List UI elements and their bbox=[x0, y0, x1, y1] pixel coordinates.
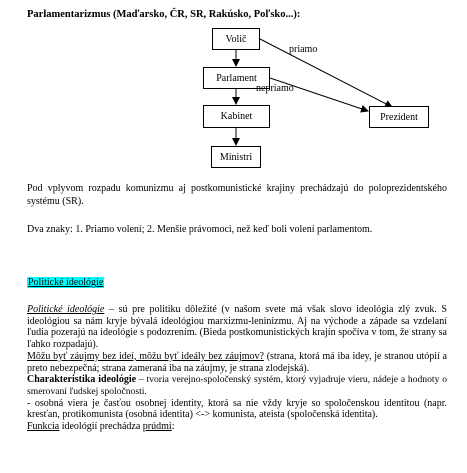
definition-paragraph bbox=[27, 304, 447, 351]
definition-term: Politické ideológie bbox=[27, 304, 105, 315]
question-paragraph bbox=[27, 351, 447, 374]
node-parlament: Parlament bbox=[203, 67, 270, 89]
characteristic-paragraph bbox=[27, 374, 447, 397]
function-term: Funkcia bbox=[27, 421, 60, 433]
node-volic: Volič bbox=[212, 28, 260, 50]
page-title: Parlamentarizmus (Maďarsko, ČR, SR, Rakúsko, Poľsko...): bbox=[27, 9, 301, 20]
identity-paragraph: - osobná viera je časťou osobnej identity, ktorá sa nie vždy kryje so spoločenskou identitou (napr. kresťan, protikomunista (osobná identita) <-> komunista, ateista (spoločenská identita). bbox=[27, 397, 447, 421]
question-term: Môžu byť záujmy bez ideí, môžu byť ideály bez záujmov? bbox=[27, 350, 264, 362]
paragraph-semipresidential: Pod vplyvom rozpadu komunizmu aj postkomunistické krajiny prechádzajú do poloprezidentského systému (SR). bbox=[27, 183, 447, 207]
paragraph-two-signs: Dva znaky: 1. Priamo volení; 2. Menšie právomoci, než keď boli volení parlamentom. bbox=[27, 224, 373, 235]
body-text bbox=[27, 304, 447, 433]
node-ministri: Ministri bbox=[211, 146, 261, 168]
edge-label-nepriamo: nepriamo bbox=[256, 83, 294, 94]
edge-label-priamo: priamo bbox=[289, 44, 318, 55]
characteristic-text: – tvoria verejno-spoločenský systém, ktorý vyjadruje vieru, nádeje a hodnoty o smerovaní ľudskej spoločnosti. bbox=[27, 374, 447, 397]
function-paragraph bbox=[27, 421, 447, 433]
function-mid: ideológií prechádza bbox=[59, 421, 143, 433]
section-heading-highlighted: Politické ideológie bbox=[28, 277, 104, 288]
node-prezident: Prezident bbox=[369, 106, 429, 128]
function-end: : bbox=[171, 421, 175, 433]
question-text: (strana, ktorá má iba idey, je stranou utópií a preto nebezpečná; strana zameraná iba na záujmy, je strana zlodejská). bbox=[27, 350, 447, 374]
currents-term: prúdmi bbox=[142, 421, 172, 433]
node-kabinet: Kabinet bbox=[203, 105, 270, 128]
characteristic-term: Charakteristika ideológie bbox=[27, 374, 137, 386]
definition-text: – sú pre politiku dôležité (v našom svete má však slovo ideológia zlý zvuk. S ideológiou sa nám kryje bývalá ideológiou marxizmu-leninizmu. Aj na východe a západe sa vzdelaní ľudia pozerajú na ideológie s podozrením. (Bieda postkomunistických krajín spočíva v tom, že strany sa ľahko rozpadajú). bbox=[27, 304, 447, 351]
